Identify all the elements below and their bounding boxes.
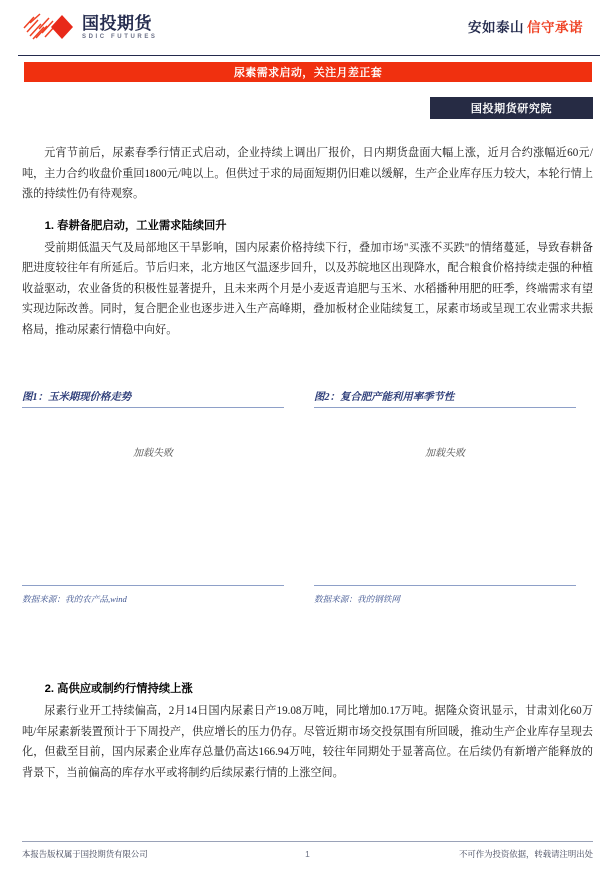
- logo-chinese-name: 国投期货: [82, 13, 152, 33]
- slogan-accent: 信守承诺: [527, 20, 583, 35]
- footer-page-number: 1: [305, 849, 310, 859]
- company-logo: [22, 12, 158, 42]
- figure-1-load-failed-text: 加载失败: [133, 448, 173, 459]
- figure-2-load-failed-text: 加载失败: [425, 448, 465, 459]
- section-2-heading: 2. 高供应或制约行情持续上涨: [44, 683, 193, 695]
- slogan-primary: 安如泰山: [468, 20, 524, 35]
- institute-label: 国投期货研究院: [470, 103, 553, 115]
- header-divider: [18, 55, 600, 56]
- figure-2-chart-area: [314, 408, 576, 585]
- logo-mark-icon: [22, 12, 76, 42]
- page-footer: [22, 841, 593, 860]
- figure-row: [22, 388, 593, 605]
- footer-row: [22, 848, 593, 860]
- report-body-section-2: [22, 668, 593, 786]
- logo-wordmark: [82, 15, 158, 40]
- page-header: [0, 0, 615, 52]
- figure-1-source: 数据来源：我的农产品,wind: [22, 594, 127, 604]
- report-title-banner: [24, 62, 592, 82]
- figure-1: [22, 388, 284, 605]
- figure-1-caption: 图1：玉米期现价格走势: [22, 392, 132, 403]
- logo-english-name: SDIC FUTURES: [82, 33, 158, 40]
- figure-1-chart-area: [22, 408, 284, 585]
- figure-2: [314, 388, 576, 605]
- footer-disclaimer: 不可作为投资依据，转载请注明出处: [459, 849, 594, 859]
- section-1-heading: 1. 春耕备肥启动，工业需求陆续回升: [44, 219, 227, 232]
- figure-2-caption: 图2：复合肥产能利用率季节性: [314, 392, 455, 403]
- report-title: 尿素需求启动，关注月差正套: [233, 67, 383, 79]
- section-1-paragraph: 受前期低温天气及局部地区干旱影响，国内尿素价格持续下行，叠加市场"买涨不买跌"的情绪蔓延，导致春耕备肥进度较往年有所延后。节后归来，北方地区气温逐步回升，以及苏皖地区出现降水，配合粮食价格持续走强的种植收益驱动，农业备货的积极性显著提升，且未来两个月是小麦返青追肥与玉米、水稻播种用肥的旺季，终端需求有望实现边际改善。同时，复合肥企业也逐步进入生产高峰期，叠加板材企业陆续复工，尿素市场或呈现工农业需求共振格局，推动尿素行情稳中向好。: [22, 241, 593, 336]
- footer-copyright: 本报告版权属于国投期货有限公司: [22, 849, 148, 859]
- report-body: [22, 143, 593, 343]
- institute-badge: [430, 97, 593, 119]
- figure-2-source: 数据来源：我的钢铁网: [314, 594, 400, 604]
- section-2-paragraph: 尿素行业开工持续偏高，2月14日国内尿素日产19.08万吨，同比增加0.17万吨。据隆众资讯显示，甘肃刘化60万吨/年尿素新装置预计于下周投产，供应增长的压力仍存。尽管近期市场交投氛围有所回暖，推动生产企业库存呈现去化，但截至目前，国内尿素企业库存总量仍高达166.94万吨，较往年同期处于显著高位。在后续仍有新增产能释放的背景下，当前偏高的库存水平或将制约后续尿素行情的上涨空间。: [22, 705, 593, 779]
- company-slogan: [468, 16, 583, 36]
- intro-paragraph: 元宵节前后，尿素春季行情正式启动，企业持续上调出厂报价，日内期货盘面大幅上涨，近月合约涨幅近60元/吨，主力合约收盘价重回1800元/吨以上。但供过于求的局面短期仍旧难以缓解，生产企业库存压力较大，本轮行情上涨的持续性仍有待观察。: [22, 147, 593, 200]
- footer-divider: [22, 841, 593, 842]
